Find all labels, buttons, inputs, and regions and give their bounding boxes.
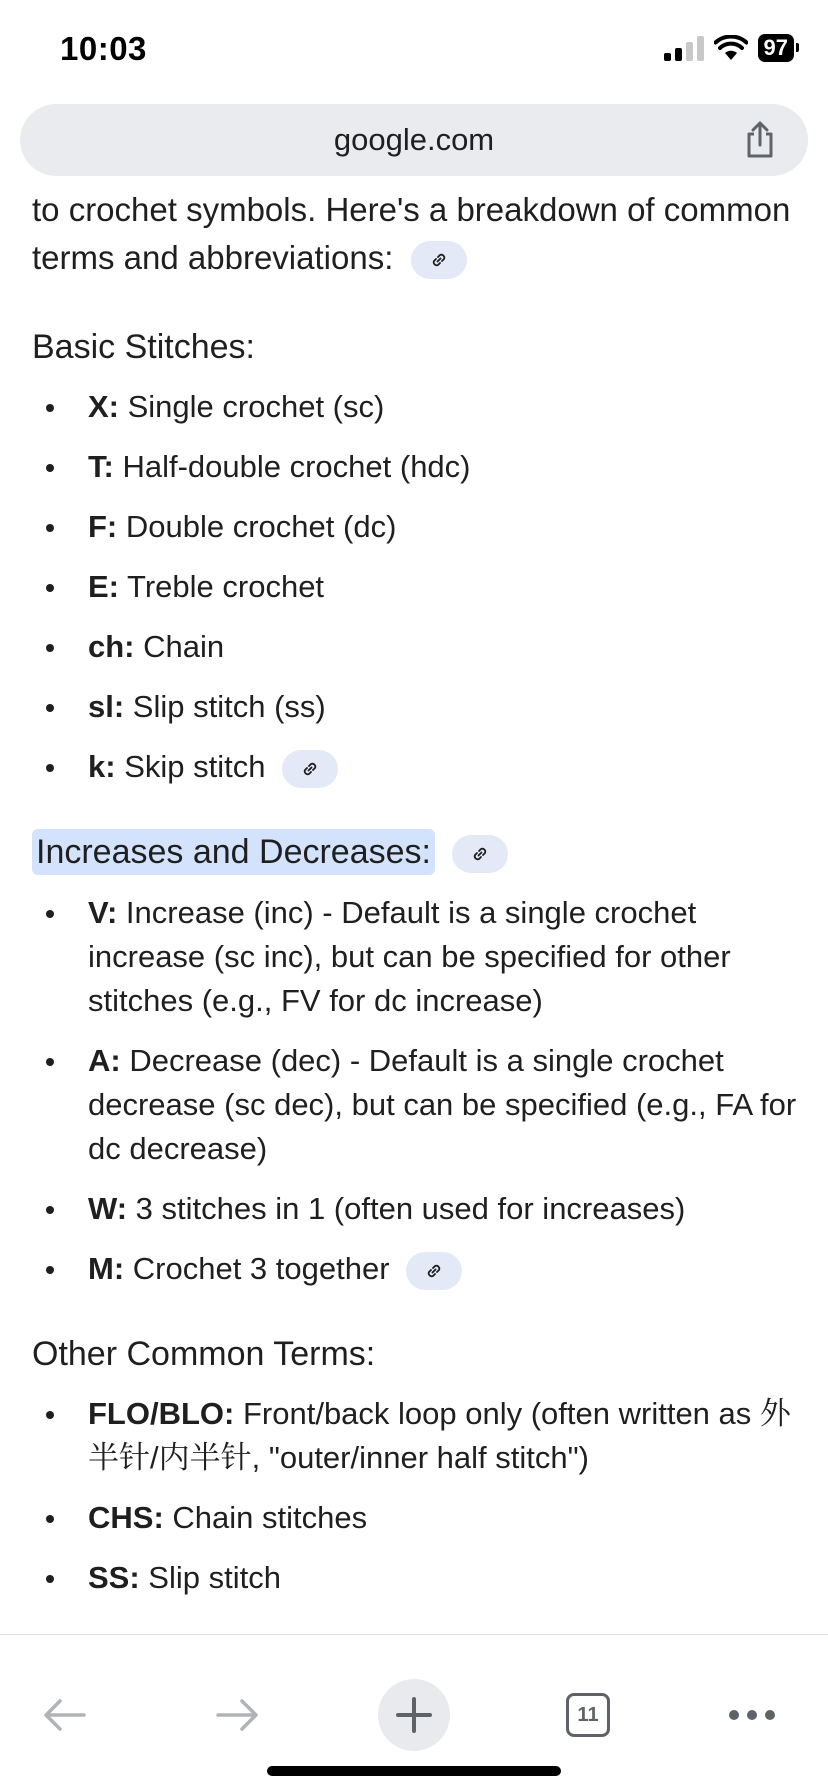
- more-dots-icon: [728, 1709, 776, 1721]
- list-item: ch: Chain: [32, 625, 802, 669]
- list-item: X: Single crochet (sc): [32, 385, 802, 429]
- link-icon: [470, 844, 490, 864]
- address-bar[interactable]: [20, 104, 808, 176]
- list-item: CHS: Chain stitches: [32, 1496, 802, 1540]
- more-menu-button[interactable]: [716, 1679, 788, 1751]
- link-icon: [424, 1261, 444, 1281]
- other-terms-list: [32, 1392, 802, 1600]
- intro-text: to crochet symbols. Here's a breakdown of common terms and abbreviations:: [32, 191, 791, 276]
- section-title-other: Other Common Terms:: [32, 1335, 376, 1374]
- status-time: 10:03: [60, 30, 147, 67]
- arrow-left-icon: [40, 1695, 88, 1735]
- list-item: sl: Slip stitch (ss): [32, 685, 802, 729]
- cellular-signal-icon: [664, 35, 704, 61]
- list-item: V: Increase (inc) - Default is a single crochet increase (sc inc), but can be specified for other stitches (e.g., FV for dc increase): [32, 891, 802, 1023]
- status-bar: [0, 0, 828, 100]
- list-item: W: 3 stitches in 1 (often used for increases): [32, 1187, 802, 1231]
- forward-button[interactable]: [202, 1679, 274, 1751]
- source-link-chip[interactable]: [282, 750, 338, 788]
- section-title-basic: Basic Stitches:: [32, 328, 255, 366]
- section-heading-incdec: [32, 833, 802, 873]
- arrow-right-icon: [214, 1695, 262, 1735]
- tab-switcher-button[interactable]: [552, 1679, 624, 1751]
- url-text[interactable]: google.com: [333, 122, 495, 157]
- share-button[interactable]: [740, 120, 780, 160]
- list-item: k: Skip stitch: [32, 745, 802, 789]
- source-link-chip[interactable]: [411, 241, 467, 279]
- list-item: SS: Slip stitch: [32, 1556, 802, 1600]
- list-item: A: Decrease (dec) - Default is a single crochet decrease (sc dec), but can be specified (e.g., FA for dc decrease): [32, 1039, 802, 1171]
- source-link-chip[interactable]: [406, 1252, 462, 1290]
- list-item: T: Half-double crochet (hdc): [32, 445, 802, 489]
- tab-count-icon: 11: [566, 1693, 610, 1737]
- list-item: M: Crochet 3 together: [32, 1247, 802, 1291]
- section-title-incdec: Increases and Decreases:: [32, 829, 435, 875]
- link-icon: [300, 759, 320, 779]
- page-content[interactable]: [0, 190, 828, 1634]
- list-item: F: Double crochet (dc): [32, 505, 802, 549]
- share-icon: [740, 120, 780, 160]
- source-link-chip[interactable]: [452, 835, 508, 873]
- wifi-icon: [714, 35, 748, 61]
- new-tab-button[interactable]: [378, 1679, 450, 1751]
- increases-decreases-list: [32, 891, 802, 1291]
- list-item: E: Treble crochet: [32, 565, 802, 609]
- home-indicator[interactable]: [267, 1766, 561, 1776]
- intro-paragraph: [32, 190, 802, 282]
- status-icons: [664, 34, 794, 62]
- plus-icon: [394, 1695, 434, 1735]
- list-item: FLO/BLO: Front/back loop only (often written as 外半针/内半针, "outer/inner half stitch"): [32, 1392, 802, 1480]
- battery-icon: 97: [758, 34, 794, 62]
- basic-stitches-list: [32, 385, 802, 789]
- back-button[interactable]: [28, 1679, 100, 1751]
- link-icon: [429, 250, 449, 270]
